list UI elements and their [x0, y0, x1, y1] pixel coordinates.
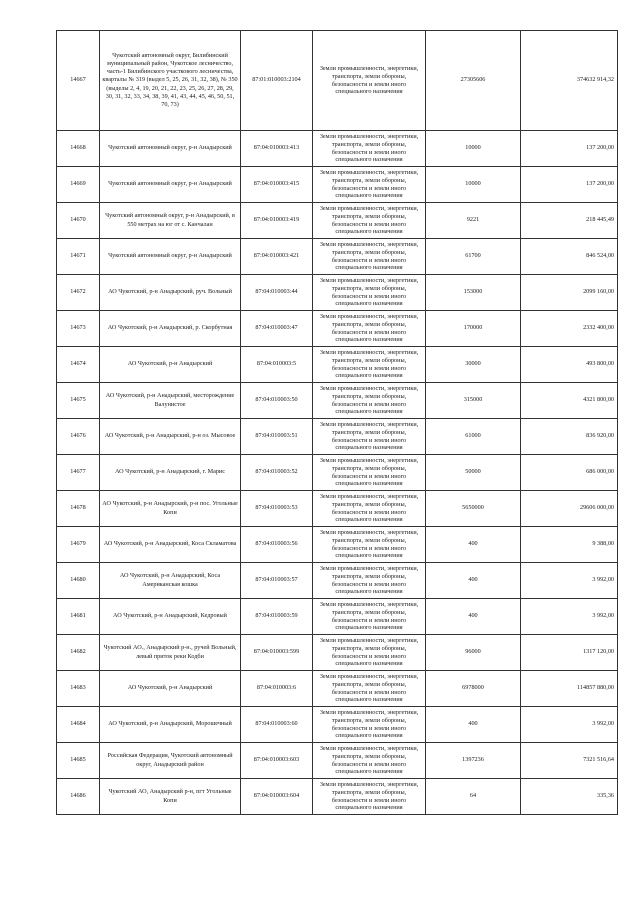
cadastral-value-cell: 2099 160,00	[521, 275, 618, 311]
table-row	[57, 779, 618, 815]
cadastral-number-cell: 87:04:010003:53	[241, 491, 313, 527]
cadastral-value-cell: 218 445,49	[521, 203, 618, 239]
land-category-cell	[313, 743, 426, 779]
land-category-text: Земли промышленности, энергетики, транспорта, земли обороны, безопасности и земли иного специального назначения	[319, 205, 419, 236]
plot-address-cell: АО Чукотский, р-н Анадырский, р-н пос. Угольные Копи	[100, 491, 241, 527]
land-category-cell	[313, 275, 426, 311]
cadastral-number-cell: 87:04:010003:47	[241, 311, 313, 347]
land-category-text: Земли промышленности, энергетики, транспорта, земли обороны, безопасности и земли иного специального назначения	[319, 601, 419, 632]
plot-area-cell: 315000	[426, 383, 521, 419]
cadastral-value-cell: 137 200,00	[521, 167, 618, 203]
cadastral-value-cell: 836 920,00	[521, 419, 618, 455]
plot-address-cell: АО Чукотский, р-н Анадырский, Кедровый	[100, 599, 241, 635]
plot-area-cell: 170000	[426, 311, 521, 347]
land-category-text: Земли промышленности, энергетики, транспорта, земли обороны, безопасности и земли иного специального назначения	[319, 241, 419, 272]
plot-address-cell: АО Чукотский, р-н Анадырский, г. Марис	[100, 455, 241, 491]
land-plots-table	[56, 30, 618, 815]
land-category-cell	[313, 707, 426, 743]
land-category-cell	[313, 131, 426, 167]
cadastral-value-cell: 1317 120,00	[521, 635, 618, 671]
land-category-cell	[313, 311, 426, 347]
land-category-text: Земли промышленности, энергетики, транспорта, земли обороны, безопасности и земли иного специального назначения	[319, 457, 419, 488]
plot-area-cell: 50000	[426, 455, 521, 491]
plot-number-cell: 14671	[57, 239, 100, 275]
cadastral-number-cell: 87:04:010003:56	[241, 527, 313, 563]
table-row	[57, 743, 618, 779]
cadastral-number-cell: 87:04:010003:57	[241, 563, 313, 599]
land-category-text: Земли промышленности, энергетики, транспорта, земли обороны, безопасности и земли иного специального назначения	[319, 565, 419, 596]
plot-address-cell: АО Чукотский, р-н Анадырский, руч. Вольный	[100, 275, 241, 311]
plot-address-cell: Чукотский автономный округ, р-н Анадырский	[100, 167, 241, 203]
land-category-cell	[313, 563, 426, 599]
plot-area-cell: 64	[426, 779, 521, 815]
plot-area-cell: 153000	[426, 275, 521, 311]
plot-number-cell: 14677	[57, 455, 100, 491]
plot-number-cell: 14676	[57, 419, 100, 455]
cadastral-value-cell: 114857 880,00	[521, 671, 618, 707]
plot-number-cell: 14669	[57, 167, 100, 203]
plot-address-cell: Чукотский АО., Анадырский р-н., ручей Вольный, левый приток реки Кодби	[100, 635, 241, 671]
cadastral-value-cell: 29606 000,00	[521, 491, 618, 527]
land-category-text: Земли промышленности, энергетики, транспорта, земли обороны, безопасности и земли иного специального назначения	[319, 277, 419, 308]
plot-number-cell: 14675	[57, 383, 100, 419]
cadastral-number-cell: 87:01:010003:2104	[241, 31, 313, 131]
plot-area-cell: 61700	[426, 239, 521, 275]
land-category-cell	[313, 203, 426, 239]
plot-number-cell: 14667	[57, 31, 100, 131]
cadastral-number-cell: 87:04:010003:52	[241, 455, 313, 491]
cadastral-number-cell: 87:04:010003:6	[241, 671, 313, 707]
cadastral-value-cell: 9 388,00	[521, 527, 618, 563]
plot-area-cell: 6978000	[426, 671, 521, 707]
plot-address-cell: Российская Федерация, Чукотский автономный округ, Анадырский район	[100, 743, 241, 779]
land-category-text: Земли промышленности, энергетики, транспорта, земли обороны, безопасности и земли иного специального назначения	[319, 529, 419, 560]
cadastral-value-cell: 7321 516,64	[521, 743, 618, 779]
cadastral-value-cell: 137 200,00	[521, 131, 618, 167]
cadastral-value-cell: 686 000,00	[521, 455, 618, 491]
land-category-text: Земли промышленности, энергетики, транспорта, земли обороны, безопасности и земли иного специального назначения	[319, 169, 419, 200]
plot-number-cell: 14670	[57, 203, 100, 239]
plot-address-cell: АО Чукотский, р-н Анадырский, Коса Скламатова	[100, 527, 241, 563]
plot-area-cell: 400	[426, 527, 521, 563]
plot-number-cell: 14683	[57, 671, 100, 707]
plot-area-cell: 10000	[426, 131, 521, 167]
plot-address-cell: АО Чукотский, р-н Анадырский, Морошечный	[100, 707, 241, 743]
cadastral-value-cell: 493 800,00	[521, 347, 618, 383]
cadastral-number-cell: 87:04:010003:5	[241, 347, 313, 383]
land-category-cell	[313, 239, 426, 275]
cadastral-number-cell: 87:04:010003:413	[241, 131, 313, 167]
plot-area-cell: 27305606	[426, 31, 521, 131]
table-row	[57, 635, 618, 671]
plot-number-cell: 14672	[57, 275, 100, 311]
plot-address-cell: Чукотский автономный округ, Билибинский муниципальный район, Чукотское лесничество, часть-1 Билибинского участкового лесничества, кварталы № 319 (выдел 5, 25, 26, 31, 32, 38), № 350 (выделы 2, 4, 19, 20, 21, 22, 23, 25, 26, 27, 28, 29, 30, 31, 32, 33, 34, 38, 39, 41, 43, 44, 45, 46, 50, 51, 70, 73)	[100, 31, 241, 131]
land-category-cell	[313, 167, 426, 203]
table-row	[57, 419, 618, 455]
cadastral-number-cell: 87:04:010003:415	[241, 167, 313, 203]
land-category-text: Земли промышленности, энергетики, транспорта, земли обороны, безопасности и земли иного специального назначения	[319, 313, 419, 344]
table-row	[57, 311, 618, 347]
plot-number-cell: 14685	[57, 743, 100, 779]
land-category-text: Земли промышленности, энергетики, транспорта, земли обороны, безопасности и земли иного специального назначения	[319, 493, 419, 524]
land-category-cell	[313, 383, 426, 419]
land-category-text: Земли промышленности, энергетики, транспорта, земли обороны, безопасности и земли иного специального назначения	[319, 709, 419, 740]
cadastral-value-cell: 3 992,00	[521, 599, 618, 635]
cadastral-number-cell: 87:04:010003:599	[241, 635, 313, 671]
cadastral-number-cell: 87:04:010003:44	[241, 275, 313, 311]
plot-number-cell: 14681	[57, 599, 100, 635]
plot-area-cell: 5650000	[426, 491, 521, 527]
land-category-cell	[313, 347, 426, 383]
table-row	[57, 599, 618, 635]
cadastral-number-cell: 87:04:010003:421	[241, 239, 313, 275]
land-category-text: Земли промышленности, энергетики, транспорта, земли обороны, безопасности и земли иного специального назначения	[319, 385, 419, 416]
plot-address-cell: АО Чукотский, р-н Анадырский	[100, 347, 241, 383]
table-row	[57, 347, 618, 383]
land-category-cell	[313, 599, 426, 635]
table-row	[57, 527, 618, 563]
cadastral-value-cell: 335,36	[521, 779, 618, 815]
land-category-text: Земли промышленности, энергетики, транспорта, земли обороны, безопасности и земли иного специального назначения	[319, 637, 419, 668]
land-category-text: Земли промышленности, энергетики, транспорта, земли обороны, безопасности и земли иного специального назначения	[319, 349, 419, 380]
cadastral-number-cell: 87:04:010003:603	[241, 743, 313, 779]
plot-area-cell: 400	[426, 707, 521, 743]
plot-address-cell: АО Чукотский, р-н Анадырский, месторождение Валунистое	[100, 383, 241, 419]
plot-address-cell: Чукотский АО, Анадырский р-н, пгт Угольные Копи	[100, 779, 241, 815]
land-category-cell	[313, 635, 426, 671]
plot-number-cell: 14682	[57, 635, 100, 671]
cadastral-value-cell: 3 992,00	[521, 563, 618, 599]
cadastral-number-cell: 87:04:010003:604	[241, 779, 313, 815]
plot-area-cell: 400	[426, 599, 521, 635]
land-category-cell	[313, 31, 426, 131]
table-row	[57, 671, 618, 707]
plot-area-cell: 61000	[426, 419, 521, 455]
plot-address-cell: Чукотский автономный округ, р-н Анадырский, в 550 метрах на юг от с. Канчалан	[100, 203, 241, 239]
table-row	[57, 239, 618, 275]
table-row	[57, 131, 618, 167]
table-row	[57, 455, 618, 491]
cadastral-number-cell: 87:04:010003:50	[241, 383, 313, 419]
plot-number-cell: 14684	[57, 707, 100, 743]
land-category-text: Земли промышленности, энергетики, транспорта, земли обороны, безопасности и земли иного специального назначения	[319, 421, 419, 452]
cadastral-value-cell: 846 524,00	[521, 239, 618, 275]
cadastral-number-cell: 87:04:010003:419	[241, 203, 313, 239]
land-category-cell	[313, 491, 426, 527]
land-category-text: Земли промышленности, энергетики, транспорта, земли обороны, безопасности и земли иного специального назначения	[319, 65, 419, 96]
plot-number-cell: 14679	[57, 527, 100, 563]
table-row	[57, 31, 618, 131]
table-body	[57, 31, 618, 815]
land-category-cell	[313, 527, 426, 563]
plot-address-cell: Чукотский автономный округ, р-н Анадырский	[100, 239, 241, 275]
plot-address-cell: АО Чукотский, р-н Анадырский, р. Скорбутная	[100, 311, 241, 347]
land-category-text: Земли промышленности, энергетики, транспорта, земли обороны, безопасности и земли иного специального назначения	[319, 133, 419, 164]
plot-area-cell: 10000	[426, 167, 521, 203]
land-category-cell	[313, 419, 426, 455]
cadastral-number-cell: 87:04:010003:59	[241, 599, 313, 635]
land-category-text: Земли промышленности, энергетики, транспорта, земли обороны, безопасности и земли иного специального назначения	[319, 781, 419, 812]
cadastral-value-cell: 374632 914,32	[521, 31, 618, 131]
plot-address-cell: АО Чукотский, р-н Анадырский, Коса Американская кошка	[100, 563, 241, 599]
plot-area-cell: 9221	[426, 203, 521, 239]
cadastral-value-cell: 2332 400,00	[521, 311, 618, 347]
plot-address-cell: АО Чукотский, р-н Анадырский	[100, 671, 241, 707]
plot-area-cell: 400	[426, 563, 521, 599]
cadastral-value-cell: 3 992,00	[521, 707, 618, 743]
plot-number-cell: 14686	[57, 779, 100, 815]
plot-area-cell: 1397236	[426, 743, 521, 779]
table-row	[57, 203, 618, 239]
plot-number-cell: 14674	[57, 347, 100, 383]
table-row	[57, 167, 618, 203]
table-row	[57, 383, 618, 419]
plot-number-cell: 14673	[57, 311, 100, 347]
cadastral-value-cell: 4321 800,00	[521, 383, 618, 419]
table-row	[57, 563, 618, 599]
land-category-cell	[313, 779, 426, 815]
plot-number-cell: 14680	[57, 563, 100, 599]
plot-area-cell: 96000	[426, 635, 521, 671]
plot-address-cell: АО Чукотский, р-н Анадырский, р-н оз. Мысовое	[100, 419, 241, 455]
plot-address-cell: Чукотский автономный округ, р-н Анадырский	[100, 131, 241, 167]
table-row	[57, 707, 618, 743]
plot-number-cell: 14668	[57, 131, 100, 167]
table-row	[57, 491, 618, 527]
land-category-cell	[313, 671, 426, 707]
land-category-text: Земли промышленности, энергетики, транспорта, земли обороны, безопасности и земли иного специального назначения	[319, 745, 419, 776]
plot-area-cell: 30000	[426, 347, 521, 383]
table-row	[57, 275, 618, 311]
land-category-cell	[313, 455, 426, 491]
land-category-text: Земли промышленности, энергетики, транспорта, земли обороны, безопасности и земли иного специального назначения	[319, 673, 419, 704]
cadastral-number-cell: 87:04:010003:51	[241, 419, 313, 455]
plot-number-cell: 14678	[57, 491, 100, 527]
cadastral-number-cell: 87:04:010003:60	[241, 707, 313, 743]
